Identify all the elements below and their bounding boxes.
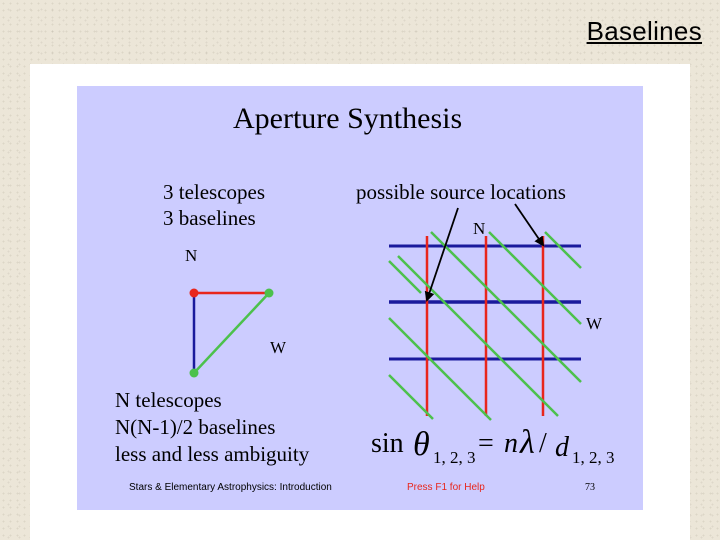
bottom-line-2: N(N-1)/2 baselines bbox=[115, 415, 276, 439]
footer-help: Press F1 for Help bbox=[407, 482, 485, 493]
green-fringe-line bbox=[545, 232, 581, 268]
source-caption: possible source locations bbox=[356, 180, 566, 204]
formula-theta: θ bbox=[413, 426, 430, 463]
telescope-triangle bbox=[190, 289, 274, 378]
telescope-dot bbox=[190, 289, 199, 298]
formula-d: d bbox=[555, 432, 569, 463]
bottom-line-1: N telescopes bbox=[115, 388, 222, 412]
triangle-west-label: W bbox=[270, 338, 287, 357]
aperture-diagram bbox=[77, 86, 643, 510]
formula-sin: sin bbox=[371, 428, 404, 459]
baseline-green bbox=[194, 293, 269, 373]
heading: Aperture Synthesis bbox=[233, 102, 463, 135]
formula-theta-subscript: 1, 2, 3 bbox=[433, 448, 476, 467]
formula-slash: / bbox=[539, 428, 547, 459]
formula-equals: = bbox=[478, 428, 494, 459]
grid-west-label: W bbox=[586, 314, 603, 333]
footer-course: Stars & Elementary Astrophysics: Introduction bbox=[129, 482, 332, 493]
grid-north-label: N bbox=[473, 219, 486, 238]
triangle-north-label: N bbox=[185, 246, 198, 265]
left-line-2: 3 baselines bbox=[163, 206, 256, 230]
left-line-1: 3 telescopes bbox=[163, 180, 266, 204]
formula-n: n bbox=[504, 428, 518, 459]
bottom-line-3: less and less ambiguity bbox=[115, 442, 310, 466]
formula-d-subscript: 1, 2, 3 bbox=[572, 448, 615, 467]
slide-content bbox=[77, 86, 643, 510]
formula-lambda: λ bbox=[520, 424, 535, 461]
fringe-grid bbox=[389, 232, 581, 420]
footer-page-number: 73 bbox=[585, 482, 595, 493]
telescope-dot bbox=[190, 369, 199, 378]
slide-title: Baselines bbox=[586, 16, 702, 46]
telescope-dot bbox=[265, 289, 274, 298]
green-fringe-line bbox=[389, 261, 421, 293]
arrow-to-source-right bbox=[515, 204, 543, 245]
